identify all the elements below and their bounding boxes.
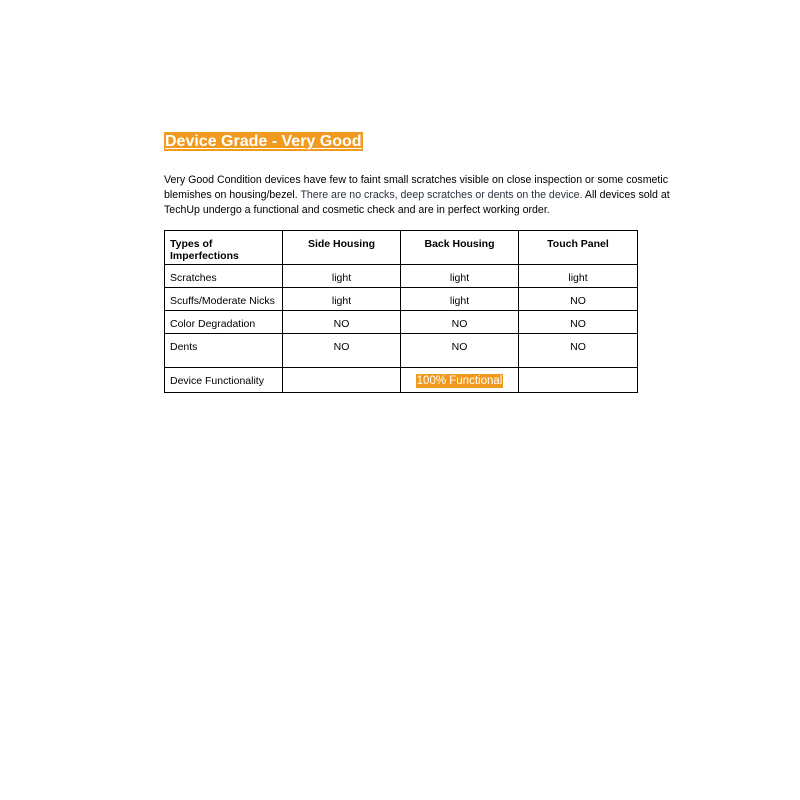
table-cell: light xyxy=(401,288,519,311)
table-cell: NO xyxy=(283,334,401,368)
functionality-cell xyxy=(401,368,519,393)
table-row xyxy=(165,311,638,334)
description-part-1: Very Good Condition devices have few to faint small scratches visible on close inspection or some cosmetic blemishes on housing/bezel. xyxy=(164,174,669,201)
functionality-row xyxy=(165,368,638,393)
table-cell: NO xyxy=(519,311,638,334)
table-cell-empty xyxy=(519,368,638,393)
grade-description xyxy=(164,173,704,218)
table-cell: light xyxy=(283,265,401,288)
table-cell: light xyxy=(519,265,638,288)
table-cell: light xyxy=(401,265,519,288)
row-label: Scuffs/Moderate Nicks xyxy=(165,288,283,311)
description-part-3: All devices sold at TechUp undergo a functional and cosmetic check and are in perfect working order. xyxy=(164,189,670,216)
functionality-label: Device Functionality xyxy=(165,368,283,393)
header-side-housing: Side Housing xyxy=(283,231,401,265)
table-row xyxy=(165,265,638,288)
imperfections-table xyxy=(164,230,638,393)
grade-section xyxy=(164,132,704,218)
row-label: Color Degradation xyxy=(165,311,283,334)
table-row xyxy=(165,334,638,368)
table-cell-empty xyxy=(283,368,401,393)
table-cell: NO xyxy=(283,311,401,334)
table-cell: NO xyxy=(401,311,519,334)
table-cell: light xyxy=(283,288,401,311)
header-back-housing: Back Housing xyxy=(401,231,519,265)
functionality-badge: 100% Functional xyxy=(416,375,503,387)
row-label: Dents xyxy=(165,334,283,368)
table-header-row xyxy=(165,231,638,265)
table-cell: NO xyxy=(401,334,519,368)
description-part-2: There are no cracks, deep scratches or dents on the device. xyxy=(300,189,583,201)
header-touch-panel: Touch Panel xyxy=(519,231,638,265)
header-types-of-imperfections: Types of Imperfections xyxy=(165,231,283,265)
row-label: Scratches xyxy=(165,265,283,288)
page-title: Device Grade - Very Good xyxy=(165,133,362,150)
table-cell: NO xyxy=(519,288,638,311)
table-row xyxy=(165,288,638,311)
table-cell: NO xyxy=(519,334,638,368)
